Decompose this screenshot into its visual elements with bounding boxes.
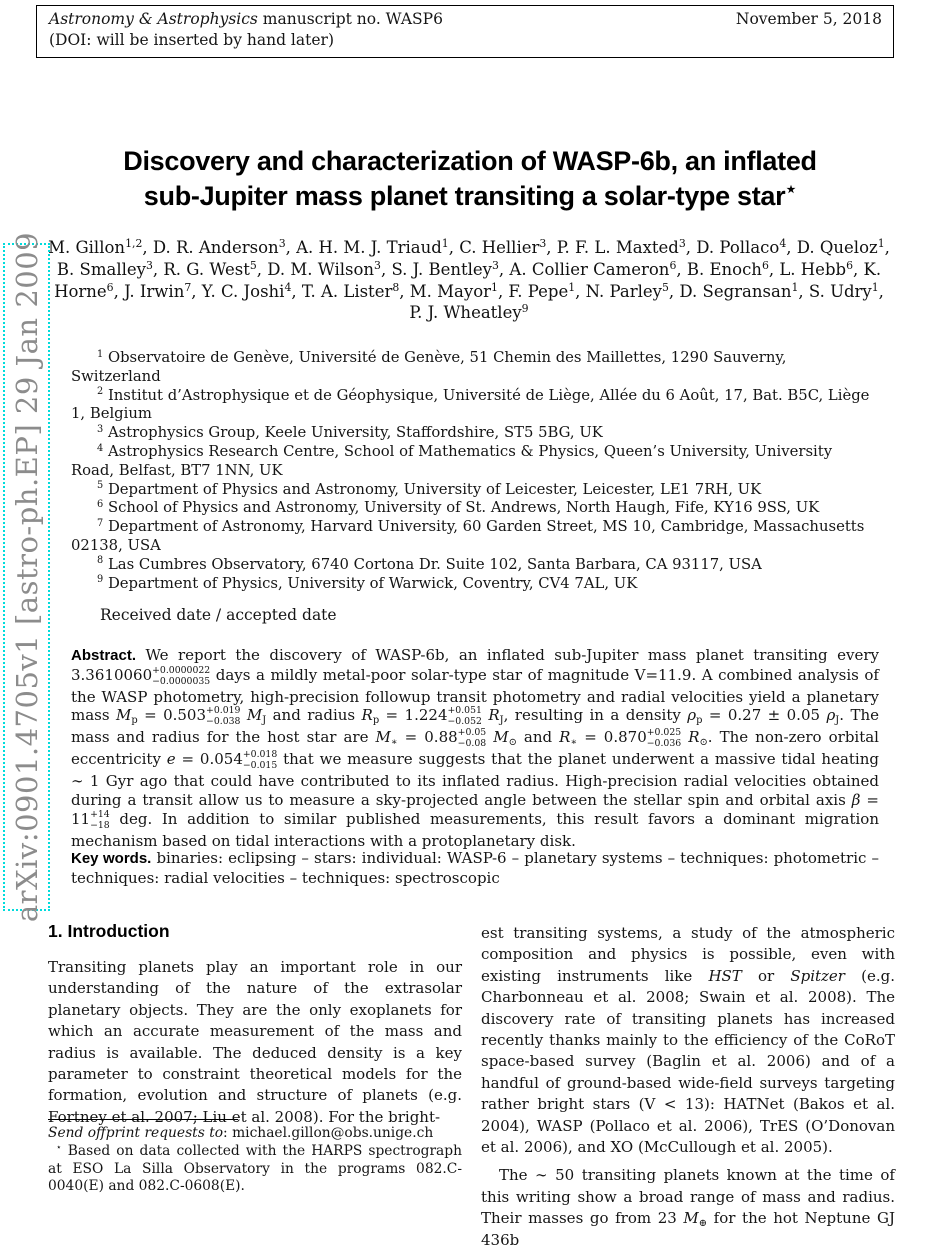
affiliation-text: Astrophysics Research Centre, School of Mathematics & Physics, Queen’s University, University Road, Belfast, BT7 1NN, UK — [71, 442, 833, 479]
footnote-rule — [48, 1119, 238, 1120]
harps-footnote: ⋆ Based on data collected with the HARPS spectrograph at ESO La Silla Observatory in the programs 082.C-0040(E) and 082.C-0608(E). — [48, 1142, 462, 1195]
affiliation-item — [71, 387, 875, 425]
footnote-block — [48, 1119, 462, 1196]
keywords-text: binaries: eclipsing – stars: individual: WASP-6 – planetary systems – techniques: photometric – techniques: radial velocities – techniques: spectroscopic — [71, 849, 880, 887]
received-line: Received date / accepted date — [100, 606, 337, 624]
affiliation-item — [71, 481, 875, 500]
author-line-text: P. J. Wheatley$^9$ — [409, 302, 529, 323]
author-list — [38, 237, 900, 324]
abstract-block — [71, 646, 879, 850]
affiliation-text: Institut d’Astrophysique et de Géophysique, Université de Liège, Allée du 6 Août, 17, Bat. B5C, Liège 1, Belgium — [71, 386, 870, 423]
affiliation-item — [71, 499, 875, 518]
offprint-request-line: Send offprint requests to: michael.gillon@obs.unige.ch — [48, 1125, 434, 1141]
section-heading-introduction: 1. Introduction — [48, 921, 170, 941]
affiliation-text: Department of Physics, University of Warwick, Coventry, CV4 7AL, UK — [107, 574, 638, 592]
abstract-text: We report the discovery of WASP-6b, an inflated sub-Jupiter mass planet transiting every 3.3610060 +0.0000022 −0.0000035 days a mildly metal-poor solar-type star of magnitude V=11.9. A combined analysis of the WASP photometry, high-precision followup transit photometry and radial velocities yield a planetary mass $M_p = 0.503$ +0.019 −0.038 $M_J$ and radius $R_p = 1.224$ +0.051 −0.052 $R_J$, resulting in a density $\rho_p = 0.27 \pm 0.05$ $\rho_J$. The mass and radius for the host star are $M_∗ = 0.88$ +0.05 −0.08 $M_⊙$ and $R_∗ = 0.870$ +0.025 −0.036 $R_⊙$. The non-zero orbital eccentricity e = 0.054 +0.018 −0.015 that we measure suggests that the planet underwent a massive tidal heating ∼ 1 Gyr ago that could have contributed to its inflated radius. High-precision radial velocities obtained during a transit allow us to measure a sky-projected angle between the stellar spin and orbital axis β = 11 +14 −18 deg. In addition to similar published measurements, this result favors a dominant migration mechanism based on tidal interactions with a protoplanetary disk. — [71, 646, 879, 850]
affiliation-text: School of Physics and Astronomy, University of St. Andrews, North Haugh, Fife, KY16 9SS, UK — [107, 499, 820, 517]
affiliation-number: 3 — [97, 423, 104, 435]
affiliation-text: Astrophysics Group, Keele University, Staffordshire, ST5 5BG, UK — [107, 424, 603, 442]
intro-paragraph-left: Transiting planets play an important role in our understanding of the nature of the extrasolar planetary objects. They are the only exoplanets for which an accurate measurement of the mass and radius is available. The deduced density is a key parameter to constraint theoretical models for the formation, evolution and structure of planets (e.g. Fortney et al. 2007; Liu et al. 2008). For the bright- — [48, 958, 462, 1126]
affiliation-item — [71, 575, 875, 594]
affiliation-number: 1 — [97, 348, 104, 360]
author-line-text: B. Smalley$^3$, R. G. West$^5$, D. M. Wilson$^3$, S. J. Bentley$^3$, A. Collier Cameron$^6$, B. Enoch$^6$, L. Hebb$^6$, K. — [56, 258, 882, 279]
keywords-block — [71, 849, 879, 888]
affiliation-number: 8 — [97, 555, 104, 567]
paper-title-line2: sub-Jupiter mass planet transiting a solar-type star⋆ — [143, 179, 797, 211]
affiliation-list — [71, 349, 875, 593]
journal-line: Astronomy & Astrophysics manuscript no. WASP6 — [49, 10, 443, 28]
affiliation-item — [71, 518, 875, 556]
paper-title — [55, 144, 885, 214]
intro-paragraph-right-2: The ∼ 50 transiting planets known at the time of this writing show a broad range of mass and radius. Their masses go from 23 $M_\oplus$ for the hot Neptune GJ 436b — [481, 1166, 895, 1249]
affiliation-text: Las Cumbres Observatory, 6740 Cortona Dr. Suite 102, Santa Barbara, CA 93117, USA — [107, 555, 762, 573]
affiliation-number: 2 — [97, 386, 104, 398]
issue-date: November 5, 2018 — [735, 10, 882, 28]
affiliation-number: 7 — [97, 517, 104, 529]
abstract-label: Abstract. — [71, 647, 137, 664]
arxiv-stamp-text: arXiv:0901.4705v1 [astro-ph.EP] 29 Jan 2009 — [9, 231, 44, 923]
affiliation-item — [71, 349, 875, 387]
affiliation-item — [71, 443, 875, 481]
author-line-text: M. Gillon$^{1,2}$, D. R. Anderson$^3$, A. H. M. J. Triaud$^1$, C. Hellier$^3$, P. F. L. Maxted$^3$, D. Pollaco$^4$, D. Queloz$^1$, — [48, 237, 890, 257]
affiliation-item — [71, 424, 875, 443]
arxiv-stamp[interactable] — [3, 231, 50, 923]
affiliation-number: 6 — [97, 499, 104, 511]
doi-line: (DOI: will be inserted by hand later) — [49, 31, 334, 49]
affiliation-number: 5 — [97, 480, 104, 492]
journal-header-box — [36, 5, 894, 58]
affiliation-number: 9 — [97, 574, 104, 586]
affiliation-text: Observatoire de Genève, Université de Genève, 51 Chemin des Maillettes, 1290 Sauverny, Switzerland — [71, 349, 787, 385]
affiliation-text: Department of Physics and Astronomy, University of Leicester, Leicester, LE1 7RH, UK — [107, 480, 762, 498]
left-column — [48, 921, 462, 1128]
keywords-label: Key words. — [71, 850, 152, 867]
paper-title-line1: Discovery and characterization of WASP-6b, an inflated — [123, 146, 817, 176]
affiliation-text: Department of Astronomy, Harvard University, 60 Garden Street, MS 10, Cambridge, Massachusetts 02138, USA — [71, 518, 865, 554]
intro-paragraph-right: est transiting systems, a study of the atmospheric composition and physics is possible, even with existing instruments like HST or Spitzer (e.g. Charbonneau et al. 2008; Swain et al. 2008). The discovery rate of transiting planets has increased recently thanks mainly to the efficiency of the CoRoT space-based survey (Baglin et al. 2006) and of a handful of ground-based wide-field surveys targeting rather bright stars (V < 13): HATNet (Bakos et al. 2004), WASP (Pollaco et al. 2006), TrES (O’Donovan et al. 2006), and XO (McCullough et al. 2005). — [481, 924, 895, 1157]
right-column — [481, 923, 895, 1251]
affiliation-number: 4 — [97, 442, 104, 454]
author-line-text: Horne$^6$, J. Irwin$^7$, Y. C. Joshi$^4$, T. A. Lister$^8$, M. Mayor$^1$, F. Pepe$^1$, N. Parley$^5$, D. Segransan$^1$, S. Udry$^1$, — [54, 280, 884, 301]
affiliation-item — [71, 556, 875, 575]
